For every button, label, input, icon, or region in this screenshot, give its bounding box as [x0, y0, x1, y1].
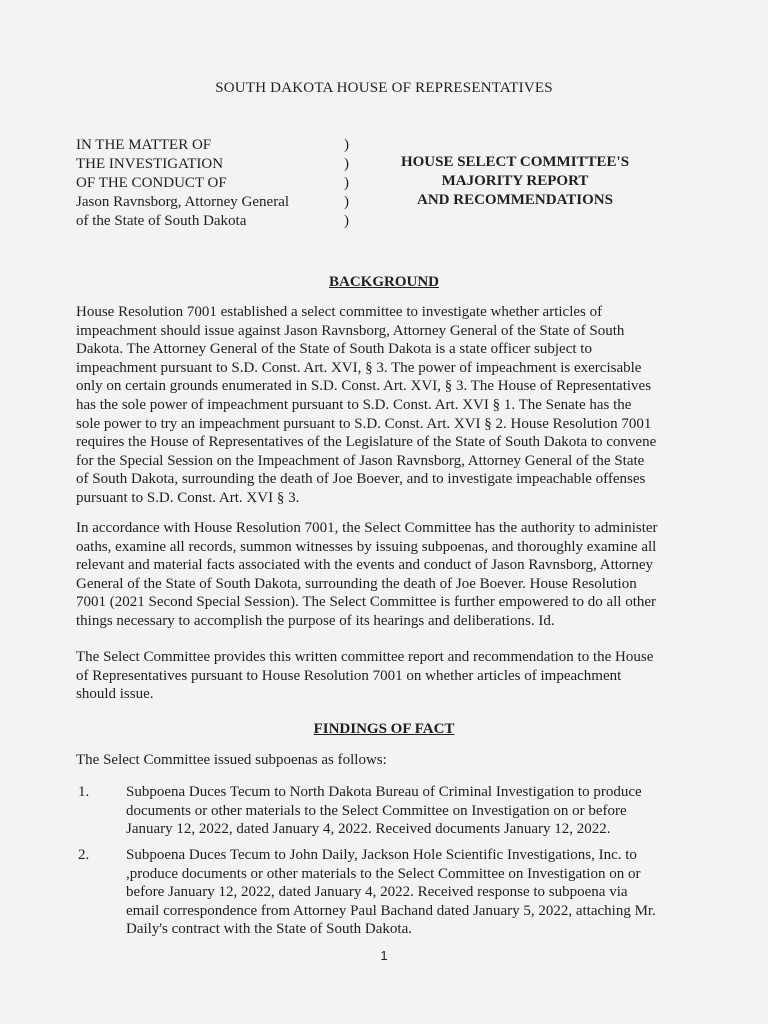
document-title: SOUTH DAKOTA HOUSE OF REPRESENTATIVES: [215, 80, 553, 96]
text-line: impeachment pursuant to S.D. Const. Art. XVI, § 3. The power of impeachment is exercisable: [76, 359, 642, 376]
text-line: pursuant to S.D. Const. Art. XVI § 3.: [76, 489, 300, 506]
report-title: [374, 153, 656, 210]
text-line: for the Special Session on the Impeachment of Jason Ravnsborg, Attorney General of the State: [76, 452, 645, 469]
text-line: 7001 (2021 Second Special Session). The Select Committee is further empowered to do all other: [76, 594, 657, 611]
text-line: January 12, 2022, dated January 4, 2022. Received documents January 12, 2022.: [126, 821, 611, 838]
text-line: House Resolution 7001 established a select committee to investigate whether articles of: [76, 304, 603, 320]
text-line: only on certain grounds enumerated in S.D. Const. Art. XVI, § 3. The House of Representatives: [76, 378, 652, 395]
caption-line: IN THE MATTER OF: [76, 137, 212, 153]
caption-paren: ): [344, 137, 349, 153]
caption-paren: ): [344, 213, 349, 229]
background-paragraph-2: [76, 519, 686, 631]
list-item-number: 1.: [78, 784, 90, 800]
report-title-line: AND RECOMMENDATIONS: [417, 192, 613, 208]
report-title-line: HOUSE SELECT COMMITTEE'S: [400, 154, 630, 170]
text-line: Subpoena Duces Tecum to North Dakota Bureau of Criminal Investigation to produce: [126, 784, 642, 800]
caption-paren: ): [344, 156, 349, 172]
text-line: relevant and material facts associated with the events and conduct of Jason Ravnsborg, Attorney: [76, 557, 654, 574]
background-heading: BACKGROUND: [328, 274, 439, 290]
text-line: Dakota. The Attorney General of the State of South Dakota is a state officer subject to: [76, 341, 592, 358]
text-line: email correspondence from Attorney Paul Bachand dated January 5, 2022, attaching Mr.: [126, 902, 656, 919]
text-line: things necessary to accomplish the purpose of its hearings and deliberations. Id.: [76, 612, 555, 629]
caption-matter: [76, 136, 289, 231]
background-paragraph-1: [76, 303, 686, 508]
caption-line: of the State of South Dakota: [76, 213, 247, 229]
caption-paren: ): [344, 175, 349, 191]
text-line: ,produce documents or other materials to the Select Committee on Investigation on or: [126, 865, 641, 882]
text-line: Subpoena Duces Tecum to John Daily, Jackson Hole Scientific Investigations, Inc. to: [126, 847, 637, 863]
background-paragraph-3: [76, 648, 686, 704]
caption-line: OF THE CONDUCT OF: [76, 175, 227, 191]
text-line: of South Dakota, surrounding the death of Joe Boever, and to investigate impeachable offenses: [76, 471, 646, 488]
list-item-text: [126, 846, 686, 939]
text-line: sole power to try an impeachment pursuant to S.D. Const. Art. XVI § 2. House Resolution 7001: [76, 415, 652, 432]
text-line: The Select Committee provides this written committee report and recommendation to the House: [76, 649, 654, 665]
text-line: impeachment should issue against Jason Ravnsborg, Attorney General of the State of South: [76, 322, 625, 339]
text-line: General of the State of South Dakota, surrounding the death of Joe Boever. House Resolution: [76, 575, 637, 592]
text-line: oaths, examine all records, summon witnesses by issuing subpoenas, and thoroughly examine all: [76, 538, 657, 555]
text-line: documents or other materials to the Select Committee on Investigation on or before: [126, 802, 627, 819]
case-caption: [76, 136, 716, 236]
list-item-text: [126, 783, 686, 839]
findings-heading: FINDINGS OF FACT: [313, 721, 455, 737]
text-line: of Representatives pursuant to House Resolution 7001 on whether articles of impeachment: [76, 667, 622, 684]
text-line: Daily's contract with the State of South Dakota.: [126, 921, 412, 938]
text-line: requires the House of Representatives of the Legislature of the State of South Dakota to convene: [76, 434, 657, 451]
caption-line: Jason Ravnsborg, Attorney General: [76, 194, 290, 210]
text-line: before January 12, 2022, dated January 4, 2022. Received response to subpoena via: [126, 884, 628, 901]
caption-line: THE INVESTIGATION: [76, 156, 224, 172]
text-line: In accordance with House Resolution 7001, the Select Committee has the authority to administer: [76, 520, 658, 536]
page-number: 1: [380, 948, 388, 963]
caption-paren: ): [344, 194, 349, 210]
report-title-line: MAJORITY REPORT: [441, 173, 589, 189]
list-item-number: 2.: [78, 847, 90, 863]
findings-intro: The Select Committee issued subpoenas as follows:: [76, 752, 387, 768]
caption-parens: [344, 136, 349, 231]
text-line: should issue.: [76, 686, 154, 703]
text-line: has the sole power of impeachment pursuant to S.D. Const. Art. XVI § 1. The Senate has the: [76, 396, 632, 413]
